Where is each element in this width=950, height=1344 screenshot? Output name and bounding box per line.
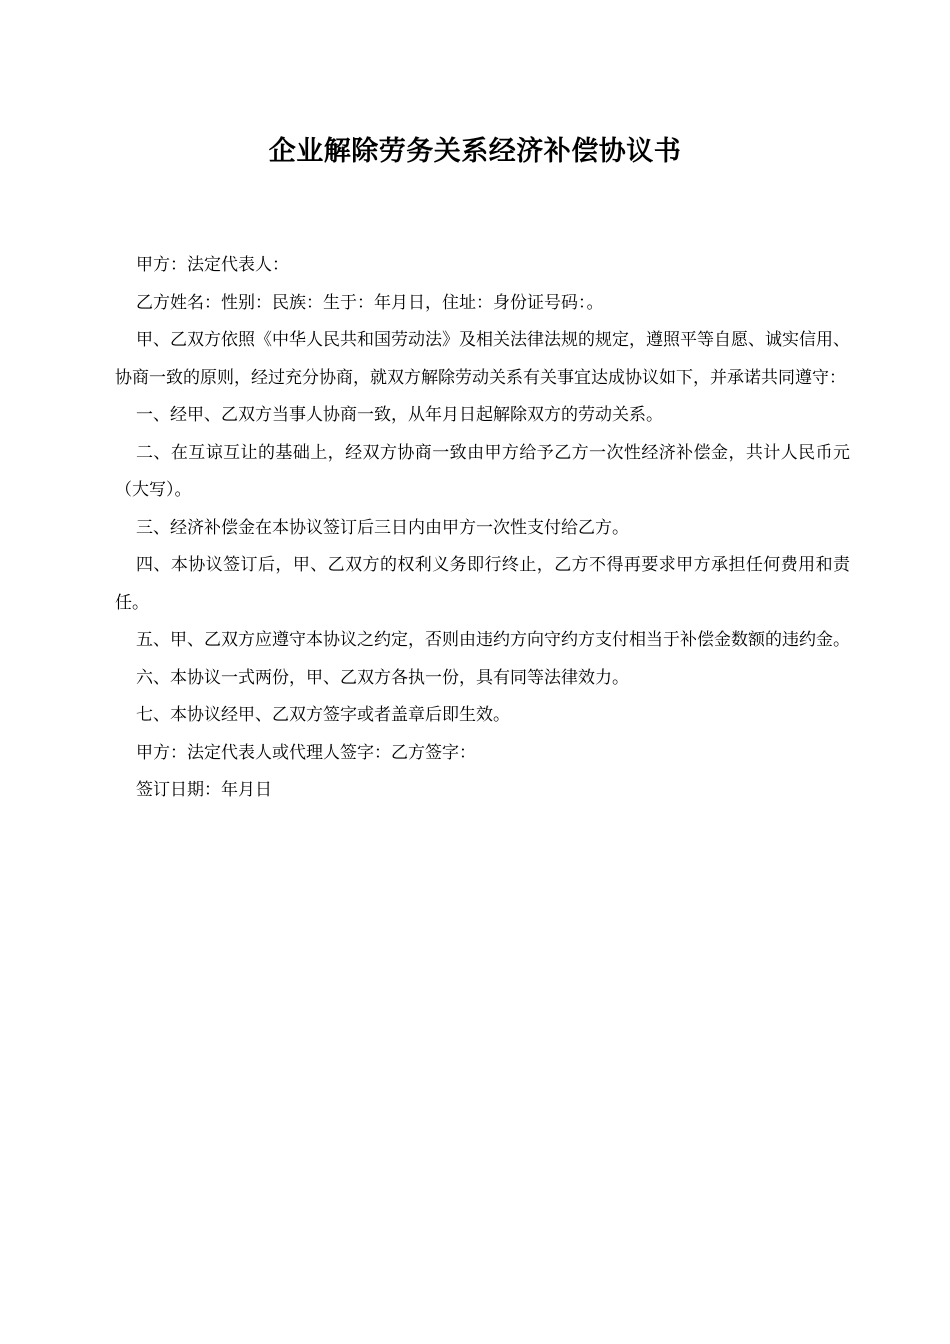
clause-1: 一、经甲、乙双方当事人协商一致，从年月日起解除双方的劳动关系。: [136, 405, 663, 425]
signing-date-line: 签订日期：年月日: [136, 780, 272, 800]
party-a-line: 甲方：法定代表人：: [136, 255, 289, 275]
document-title: 企业解除劳务关系经济补偿协议书: [268, 136, 682, 167]
clause-4: 四、本协议签订后，甲、乙双方的权利义务即行终止，乙方不得再要求甲方承担任何费用和责任。: [115, 555, 850, 613]
preamble-paragraph: 甲、乙双方依照《中华人民共和国劳动法》及相关法律法规的规定，遵照平等自愿、诚实信用、协商一致的原则，经过充分协商，就双方解除劳动关系有关事宜达成协议如下，并承诺共同遵守：: [115, 330, 850, 388]
clause-7: 七、本协议经甲、乙双方签字或者盖章后即生效。: [136, 705, 510, 725]
clause-3: 三、经济补偿金在本协议签订后三日内由甲方一次性支付给乙方。: [136, 517, 629, 538]
party-b-line: 乙方姓名：性别：民族：生于：年月日，住址：身份证号码：。: [136, 292, 604, 313]
document-body: [115, 247, 850, 810]
clause-5: 五、甲、乙双方应遵守本协议之约定，否则由违约方向守约方支付相当于补偿金数额的违约金。: [136, 630, 850, 650]
signature-line: 甲方：法定代表人或代理人签字：乙方签字：: [136, 742, 476, 763]
clause-6: 六、本协议一式两份，甲、乙双方各执一份，具有同等法律效力。: [136, 667, 629, 688]
clause-2: 二、在互谅互让的基础上，经双方协商一致由甲方给予乙方一次性经济补偿金，共计人民币元（大写）。: [115, 442, 850, 500]
